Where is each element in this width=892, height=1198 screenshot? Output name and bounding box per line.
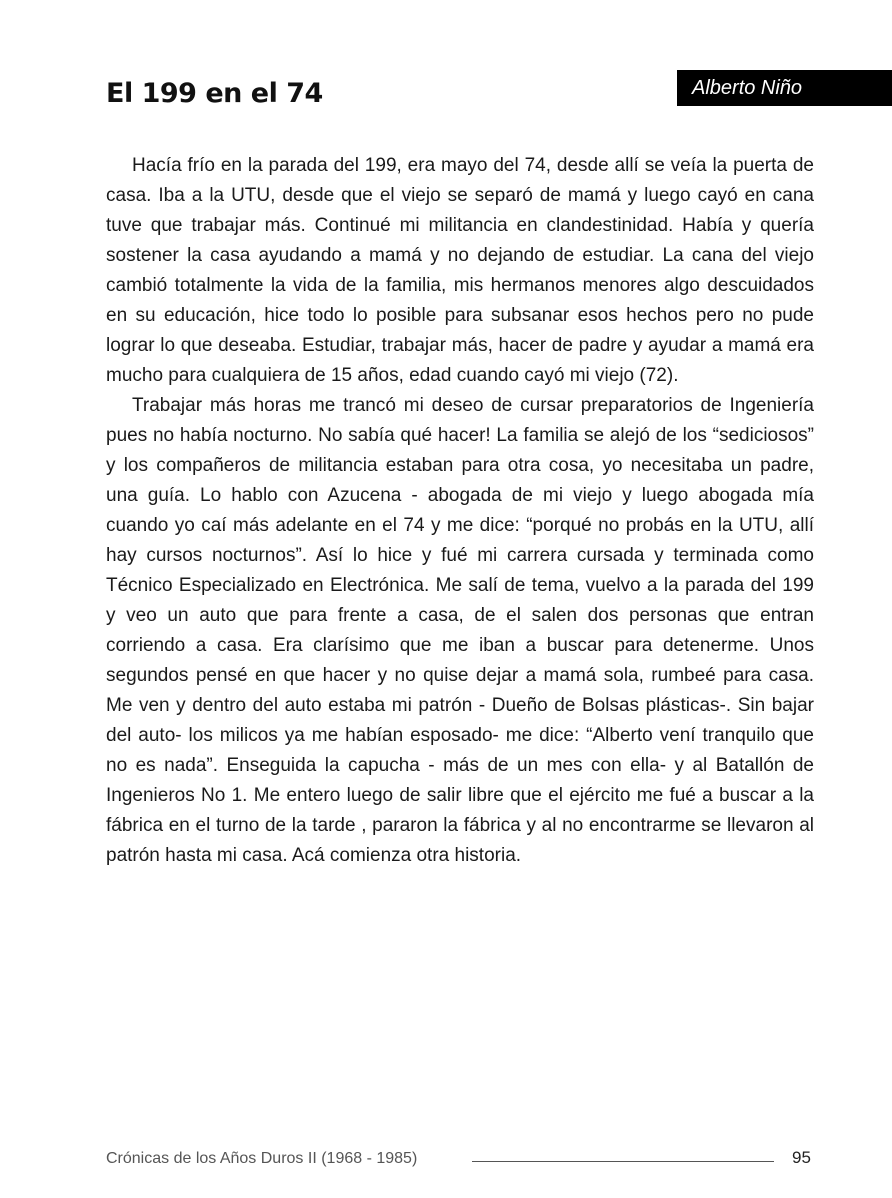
author-tag: Alberto Niño bbox=[677, 70, 892, 106]
page-number: 95 bbox=[792, 1148, 811, 1167]
footer-divider bbox=[472, 1161, 774, 1162]
paragraph: Hacía frío en la parada del 199, era mayo del 74, desde allí se veía la puerta de casa. Iba a la UTU, desde que el viejo se separó de mamá y luego cayó en cana tuve que trabajar más. Continué mi militancia en clandestinidad. Había y quería sostener la casa ayudando a mamá y no dejando de estudiar. La cana del viejo cambió totalmente la vida de la familia, mis hermanos menores algo descuidados en su educación, hice todo lo posible para subsanar esos hechos pero no pude lograr lo que deseaba. Estudiar, trabajar más, hacer de padre y ayudar a mamá era mucho para cualquiera de 15 años, edad cuando cayó mi viejo (72). bbox=[106, 155, 814, 386]
page-footer bbox=[106, 1146, 814, 1174]
body-text bbox=[106, 151, 814, 871]
chapter-title: El 199 en el 74 bbox=[106, 78, 323, 109]
paragraph: Trabajar más horas me trancó mi deseo de cursar preparatorios de Ingeniería pues no había nocturno. No sabía qué hacer! La familia se alejó de los “sediciosos” y los compañeros de militancia estaban para otra cosa, yo necesitaba un padre, una guía. Lo hablo con Azucena - abogada de mi viejo y luego abogada mía cuando yo caí más adelante en el 74 y me dice: “porqué no probás en la UTU, allí hay cursos nocturnos”. Así lo hice y fué mi carrera cursada y terminada como Técnico Especializado en Electrónica. Me salí de tema, vuelvo a la parada del 199 y veo un auto que para frente a casa, de el salen dos personas que entran corriendo a casa. Era clarísimo que me iban a buscar para detenerme. Unos segundos pensé en que hacer y no quise dejar a mamá sola, rumbeé para casa. Me ven y dentro del auto estaba mi patrón - Dueño de Bolsas plásticas-. Sin bajar del auto- los milicos ya me habían esposado- me dice: “Alberto vení tranquilo que no es nada”. Enseguida la capucha - más de un mes con ella- y al Batallón de Ingenieros No 1. Me entero luego de salir libre que el ejército me fué a buscar a la fábrica en el turno de la tarde , pararon la fábrica y al no encontrarme se llevaron al patrón hasta mi casa. Acá comienza otra historia. bbox=[106, 395, 814, 866]
book-title: Crónicas de los Años Duros II (1968 - 1985) bbox=[106, 1150, 418, 1167]
